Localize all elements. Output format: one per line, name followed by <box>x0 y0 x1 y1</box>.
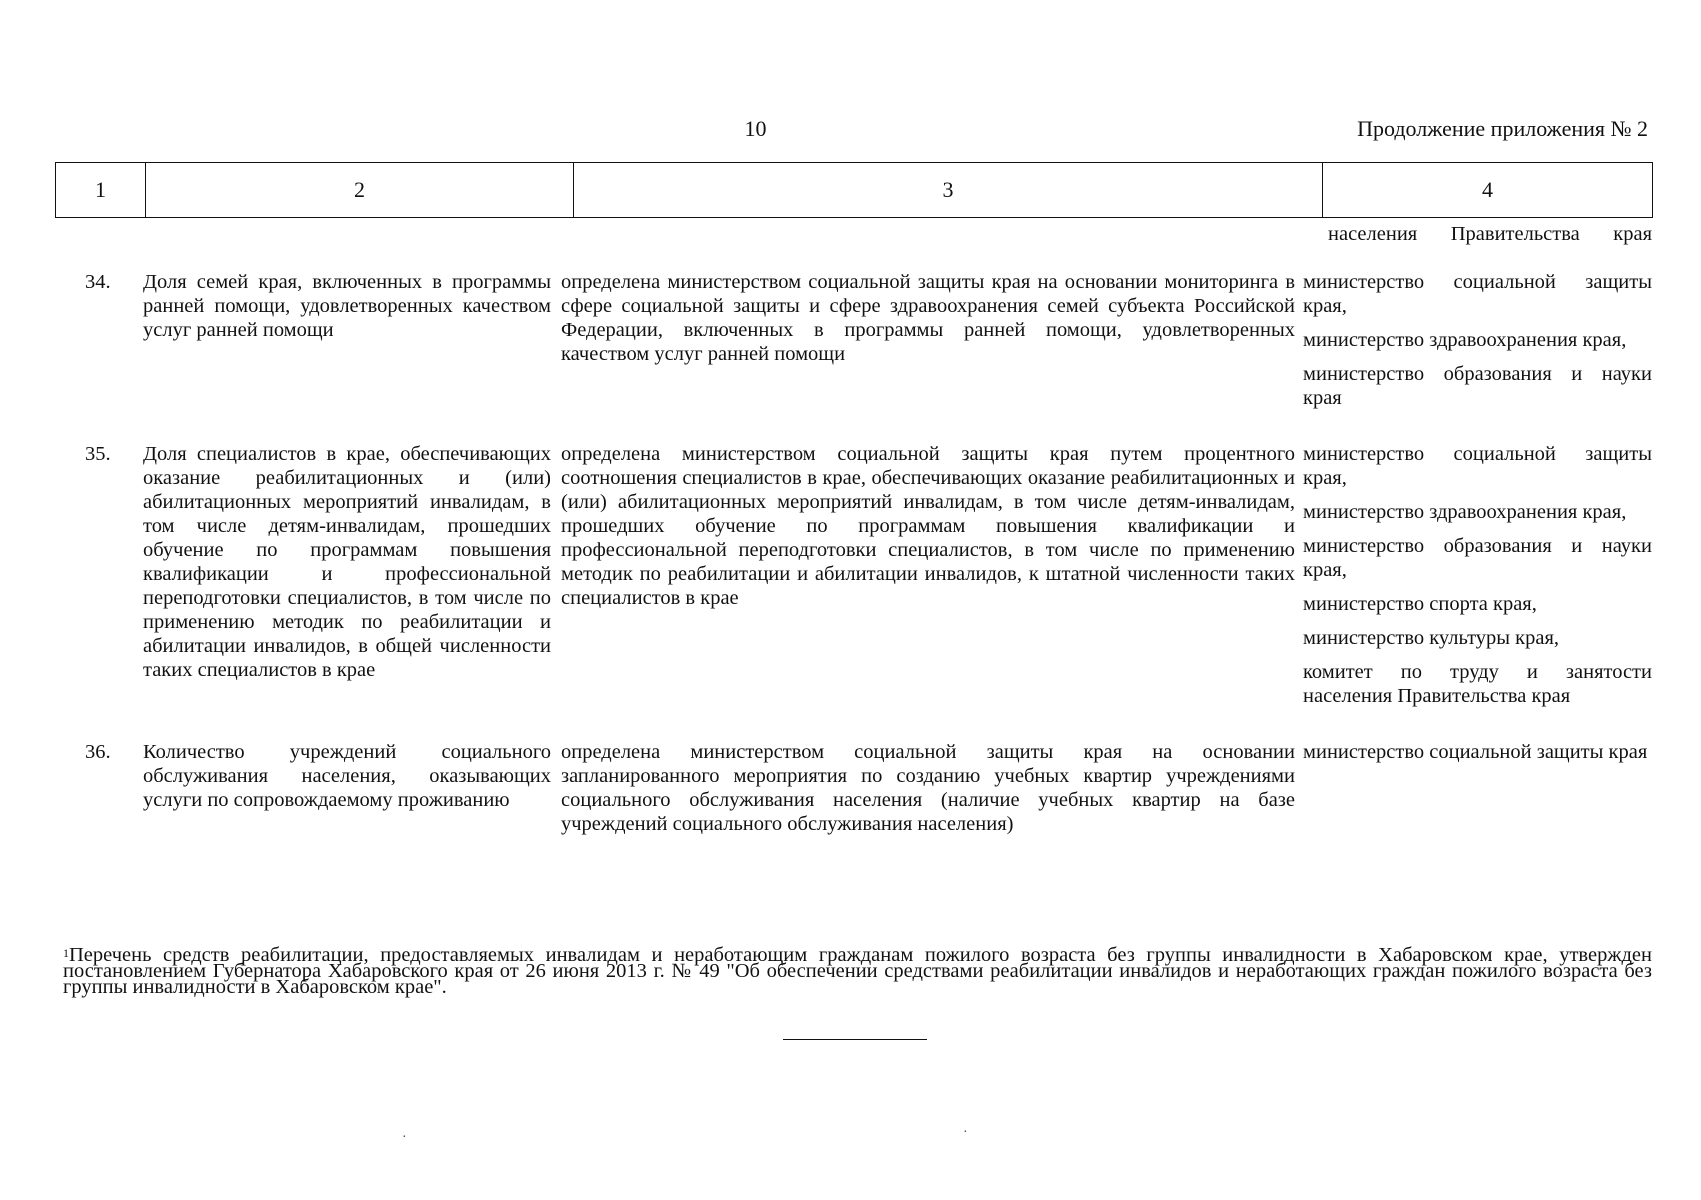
end-divider <box>783 1039 927 1040</box>
method-text: определена министерством социальной защиты края путем процентного соотношения специалистов в крае, обеспечивающих оказание реабилитационных и (или) абилитационных мероприятий инвалидам, в том числе детям-инвалидам, прошедших обучение по программам повышения квалификации и профессиональной переподготовки специалистов, в том числе по применению методик по реабилитации и абилитации инвалидов, к штатной численности таких специалистов в крае <box>561 443 1295 609</box>
responsible-list <box>1303 442 1652 718</box>
scan-speck: · <box>963 1125 968 1140</box>
responsible-list <box>1303 740 1652 836</box>
column-header-1: 1 <box>56 163 146 218</box>
responsible-item: министерство социальной защиты края <box>1303 741 1648 763</box>
row-number: 35. <box>85 443 111 465</box>
table-header <box>55 162 1653 218</box>
continuation-text: населения Правительства края <box>1328 223 1652 245</box>
row-number: 36. <box>85 741 111 763</box>
row-number: 34. <box>85 271 111 293</box>
indicator-text: Доля специалистов в крае, обеспечивающих оказание реабилитационных и (или) абилитационных мероприятий инвалидам, в том числе детям-инвалидам, прошедших обучение по программам повышения квалификации и профессиональной переподготовки специалистов, в том числе по применению методик по реабилитации и абилитации инвалидов, в общей численности таких специалистов в крае <box>143 443 551 681</box>
responsible-item: министерство социальной защиты края, <box>1303 443 1652 489</box>
footnote-text: Перечень средств реабилитации, предоставляемых инвалидам и неработающим гражданам пожилого возраста без группы инвалидности в Хабаровском крае, утвержден постановлением Губернатора Хабаровского края от 26 июня 2013 г. № 49 "Об обеспечении средствами реабилитации инвалидов и неработающих граждан пожилого возраста без группы инвалидности в Хабаровском крае". <box>63 944 1652 998</box>
responsible-item: министерство образования и науки края <box>1303 363 1652 409</box>
table-row <box>55 270 1652 420</box>
table-body <box>55 222 1652 858</box>
column-header-2: 2 <box>146 163 574 218</box>
indicator-text: Доля семей края, включенных в программы ранней помощи, удовлетворенных качеством услуг ранней помощи <box>143 271 551 341</box>
responsible-item: комитет по труду и занятости населения Правительства края <box>1303 661 1652 707</box>
responsible-item: министерство здравоохранения края, <box>1303 329 1627 351</box>
column-header-3: 3 <box>574 163 1323 218</box>
responsible-item: министерство спорта края, <box>1303 593 1537 615</box>
scan-speck: · <box>402 1130 407 1145</box>
responsible-item: министерство социальной защиты края, <box>1303 271 1652 317</box>
column-header-4: 4 <box>1323 163 1653 218</box>
indicator-text: Количество учреждений социального обслуживания населения, оказывающих услуги по сопровождаемому проживанию <box>143 741 551 811</box>
responsible-item: министерство образования и науки края, <box>1303 535 1652 581</box>
method-text: определена министерством социальной защиты края на основании мониторинга в сфере социальной защиты и сфере здравоохранения семей субъекта Российской Федерации, включенных в программы ранней помощи, удовлетворенных качеством услуг ранней помощи <box>561 271 1295 365</box>
table-row <box>55 740 1652 836</box>
responsible-list <box>1303 270 1652 420</box>
footnote-marker: 1 <box>63 946 69 960</box>
responsible-item: министерство культуры края, <box>1303 627 1560 649</box>
method-text: определена министерством социальной защиты края на основании запланированного мероприятия по созданию учебных квартир учреждениями социального обслуживания населения (наличие учебных квартир на базе учреждений социального обслуживания населения) <box>561 741 1295 835</box>
page-number: 10 <box>744 116 767 141</box>
footnote <box>63 944 1652 998</box>
appendix-label: Продолжение приложения № 2 <box>1357 116 1648 141</box>
table-row <box>55 442 1652 718</box>
responsible-item: министерство здравоохранения края, <box>1303 501 1627 523</box>
